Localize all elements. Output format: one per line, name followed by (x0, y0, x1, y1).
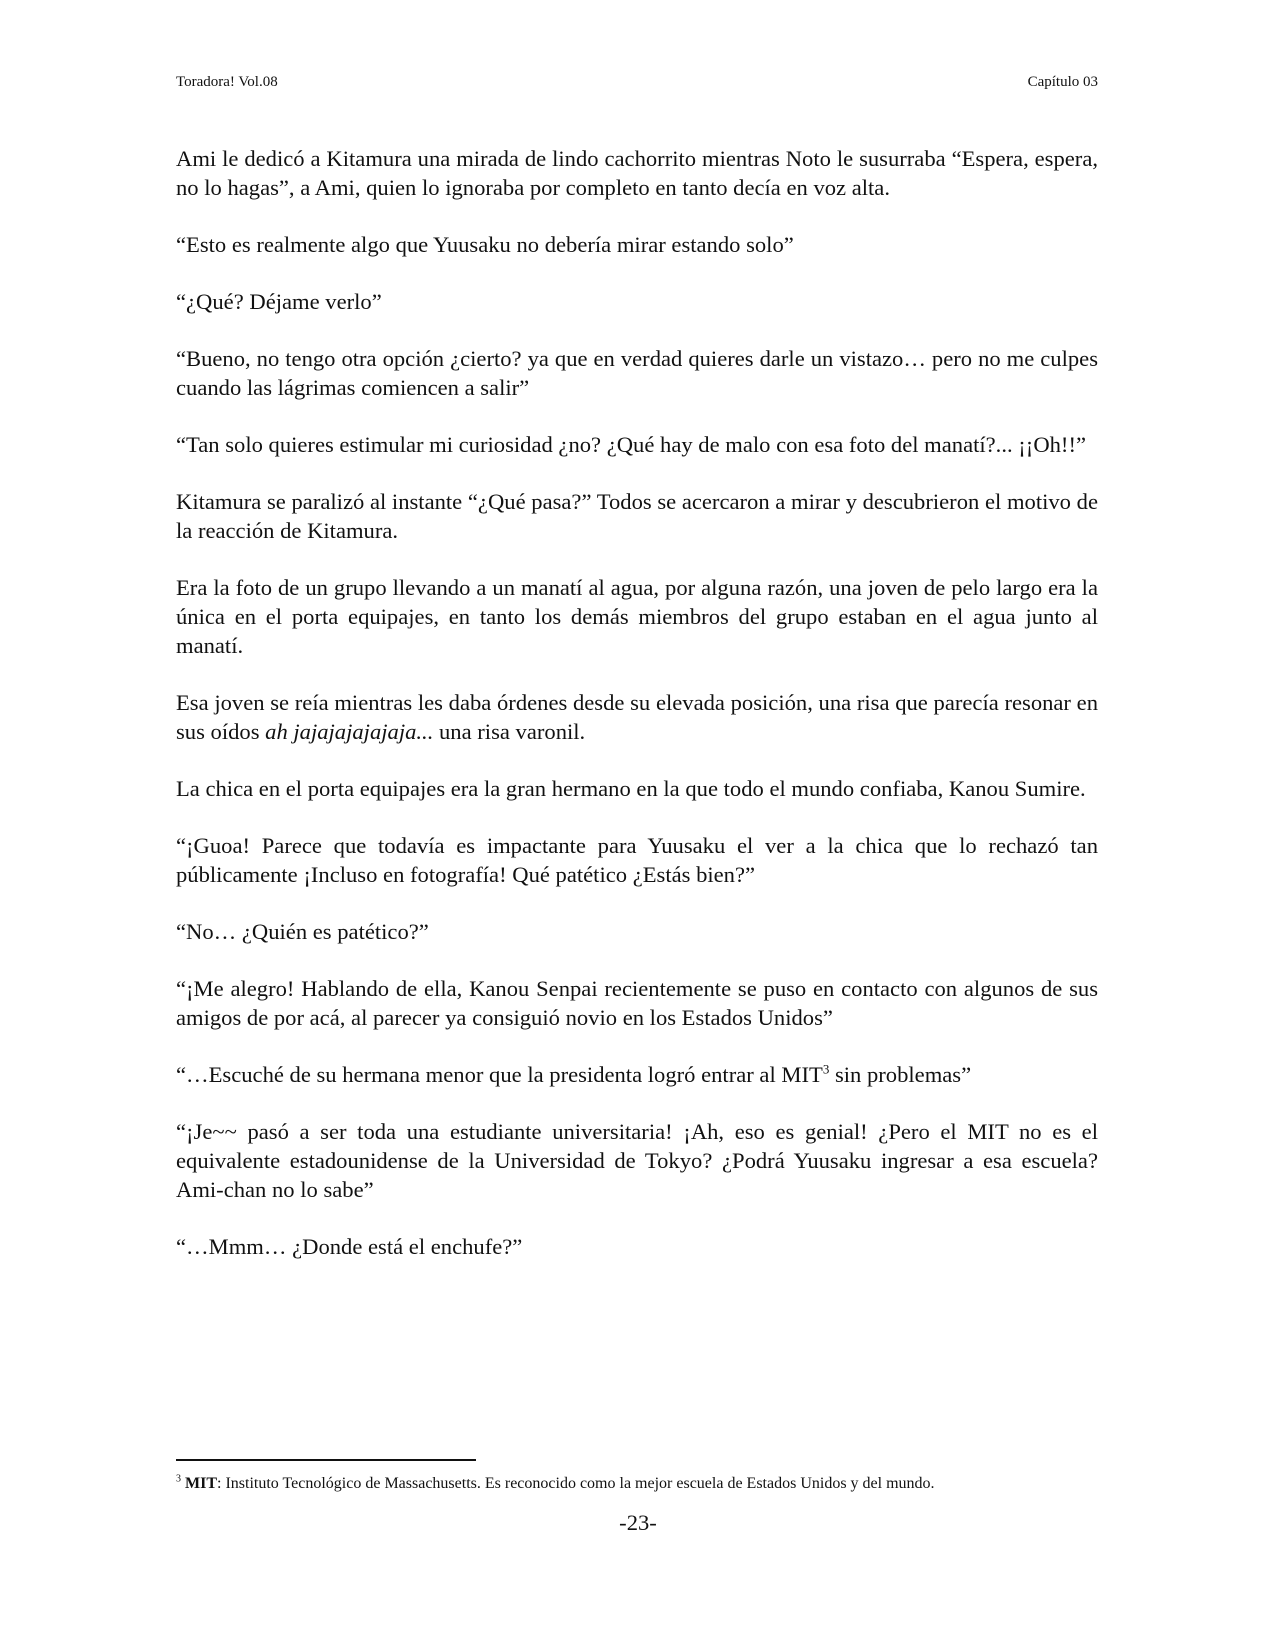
footnote-marker: 3 (176, 1473, 181, 1485)
footnote-reference: 3 (822, 1061, 830, 1077)
paragraph: “No… ¿Quién es patético?” (176, 919, 429, 944)
footnote-text: : Instituto Tecnológico de Massachusetts. Es reconocido como la mejor escuela de Estados Unidos y del mundo. (217, 1475, 935, 1492)
header-book-title: Toradora! Vol.08 (176, 74, 278, 90)
paragraph: “Tan solo quieres estimular mi curiosidad ¿no? ¿Qué hay de malo con esa foto del manatí?... ¡¡Oh!!” (176, 432, 1087, 457)
laugh-text-after: una risa varonil. (433, 719, 586, 744)
footnote-term: MIT (185, 1475, 217, 1492)
paragraph: “¡Me alegro! Hablando de ella, Kanou Senpai recientemente se puso en contacto con algunos de sus amigos de por acá, al parecer ya consiguió novio en los Estados Unidos” (176, 976, 1098, 1030)
paragraph: “¿Qué? Déjame verlo” (176, 289, 382, 314)
laugh-text-before: Esa joven se reía mientras les daba órdenes desde su elevada posición, una risa que parecía resonar en sus oídos (176, 690, 1098, 744)
mit-text-before: “…Escuché de su hermana menor que la presidenta logró entrar al MIT (176, 1062, 823, 1087)
paragraph: “…Mmm… ¿Donde está el enchufe?” (176, 1234, 523, 1259)
paragraph-laugh (176, 688, 1098, 746)
paragraph: “¡Je~~ pasó a ser toda una estudiante universitaria! ¡Ah, eso es genial! ¿Pero el MIT no es el equivalente estadounidense de la Universidad de Tokyo? ¿Podrá Yuusaku ingresar a esa escuela? Ami-chan no lo sabe” (176, 1119, 1098, 1202)
paragraph: “Bueno, no tengo otra opción ¿cierto? ya que en verdad quieres darle un vistazo… pero no me culpes cuando las lágrimas comiencen a salir” (176, 346, 1098, 400)
mit-text-after: sin problemas” (829, 1062, 972, 1087)
paragraph: La chica en el porta equipajes era la gran hermano en la que todo el mundo confiaba, Kanou Sumire. (176, 776, 1086, 801)
body-text (176, 144, 1098, 1261)
paragraph: Era la foto de un grupo llevando a un manatí al agua, por alguna razón, una joven de pelo largo era la única en el porta equipajes, en tanto los demás miembros del grupo estaban en el agua junto al manatí. (176, 575, 1098, 658)
paragraph: Ami le dedicó a Kitamura una mirada de lindo cachorrito mientras Noto le susurraba “Espera, espera, no lo hagas”, a Ami, quien lo ignoraba por completo en tanto decía en voz alta. (176, 146, 1098, 200)
laugh-text-italic: ah jajajajajajaja... (265, 719, 434, 744)
paragraph: Kitamura se paralizó al instante “¿Qué pasa?” Todos se acercaron a mirar y descubrieron el motivo de la reacción de Kitamura. (176, 489, 1098, 543)
paragraph: “¡Guoa! Parece que todavía es impactante para Yuusaku el ver a la chica que lo rechazó tan públicamente ¡Incluso en fotografía! Qué patético ¿Estás bien?” (176, 833, 1098, 887)
paragraph-mit (176, 1060, 1098, 1089)
page-header (176, 72, 1098, 92)
footnote-divider (176, 1459, 476, 1461)
header-chapter: Capítulo 03 (1027, 74, 1098, 90)
paragraph: “Esto es realmente algo que Yuusaku no debería mirar estando solo” (176, 232, 794, 257)
page-number: -23- (619, 1510, 657, 1535)
footnote (176, 1474, 1098, 1494)
